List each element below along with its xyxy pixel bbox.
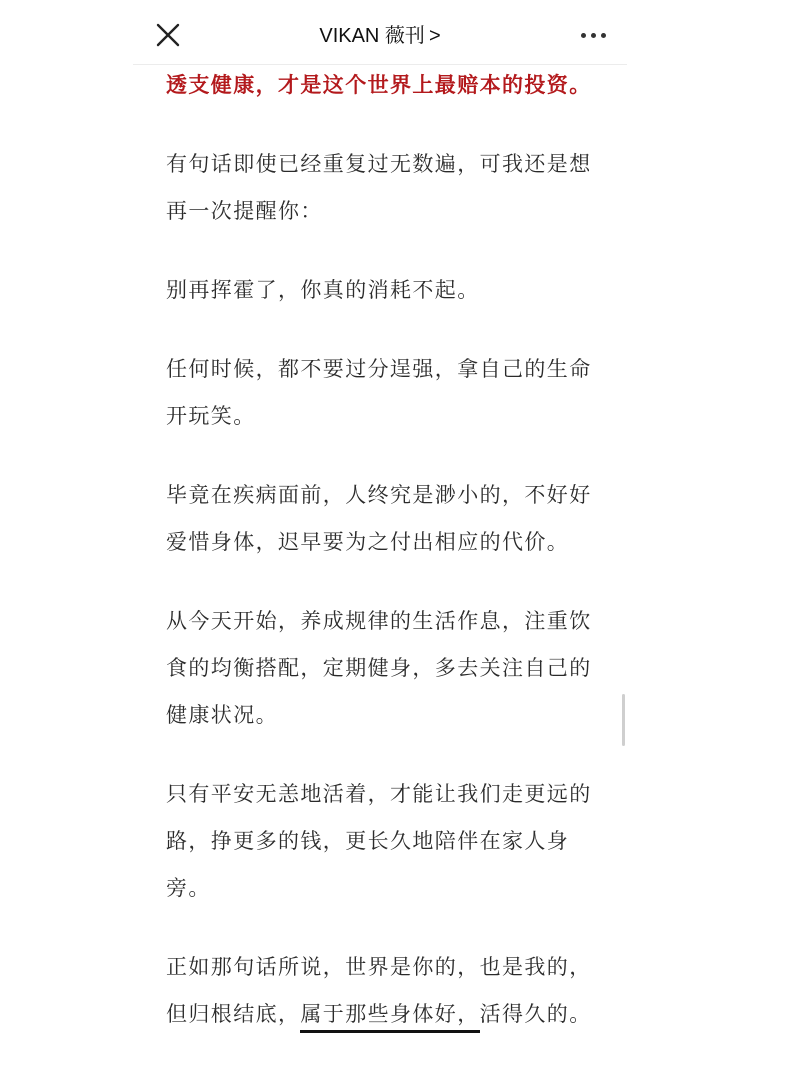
chevron-right-icon: > <box>428 25 441 47</box>
final-text-after: 活得久的。 <box>479 1002 592 1026</box>
top-bar <box>133 0 627 65</box>
more-dot <box>601 33 606 38</box>
account-name: VIKAN 薇刊 <box>319 25 425 47</box>
final-text-before: 正如那句话所说，世界是你的，也是我的，但归根结底， <box>166 955 592 1026</box>
highlight-sentence: 透支健康，才是这个世界上最赔本的投资。 <box>166 73 592 97</box>
underlined-text: 属于那些身体好， <box>300 1002 479 1033</box>
more-dots-icon <box>581 33 586 38</box>
paragraph: 任何时候，都不要过分逞强，拿自己的生命开玩笑。 <box>166 357 592 428</box>
article-body <box>166 62 598 1070</box>
paragraph: 毕竟在疾病面前，人终究是渺小的，不好好爱惜身体，迟早要为之付出相应的代价。 <box>166 483 592 554</box>
more-dot <box>591 33 596 38</box>
more-button[interactable] <box>581 33 607 39</box>
final-paragraph <box>166 944 598 1038</box>
paragraph: 从今天开始，养成规律的生活作息，注重饮食的均衡搭配，定期健身，多去关注自己的健康状况。 <box>166 609 592 727</box>
paragraph: 只有平安无恙地活着，才能让我们走更远的路，挣更多的钱，更长久地陪伴在家人身旁。 <box>166 782 592 900</box>
account-title-link[interactable] <box>133 22 627 50</box>
paragraph: 别再挥霍了，你真的消耗不起。 <box>166 278 480 302</box>
paragraph: 有句话即使已经重复过无数遍，可我还是想再一次提醒你： <box>166 152 592 223</box>
scrollbar-thumb[interactable] <box>622 694 625 746</box>
